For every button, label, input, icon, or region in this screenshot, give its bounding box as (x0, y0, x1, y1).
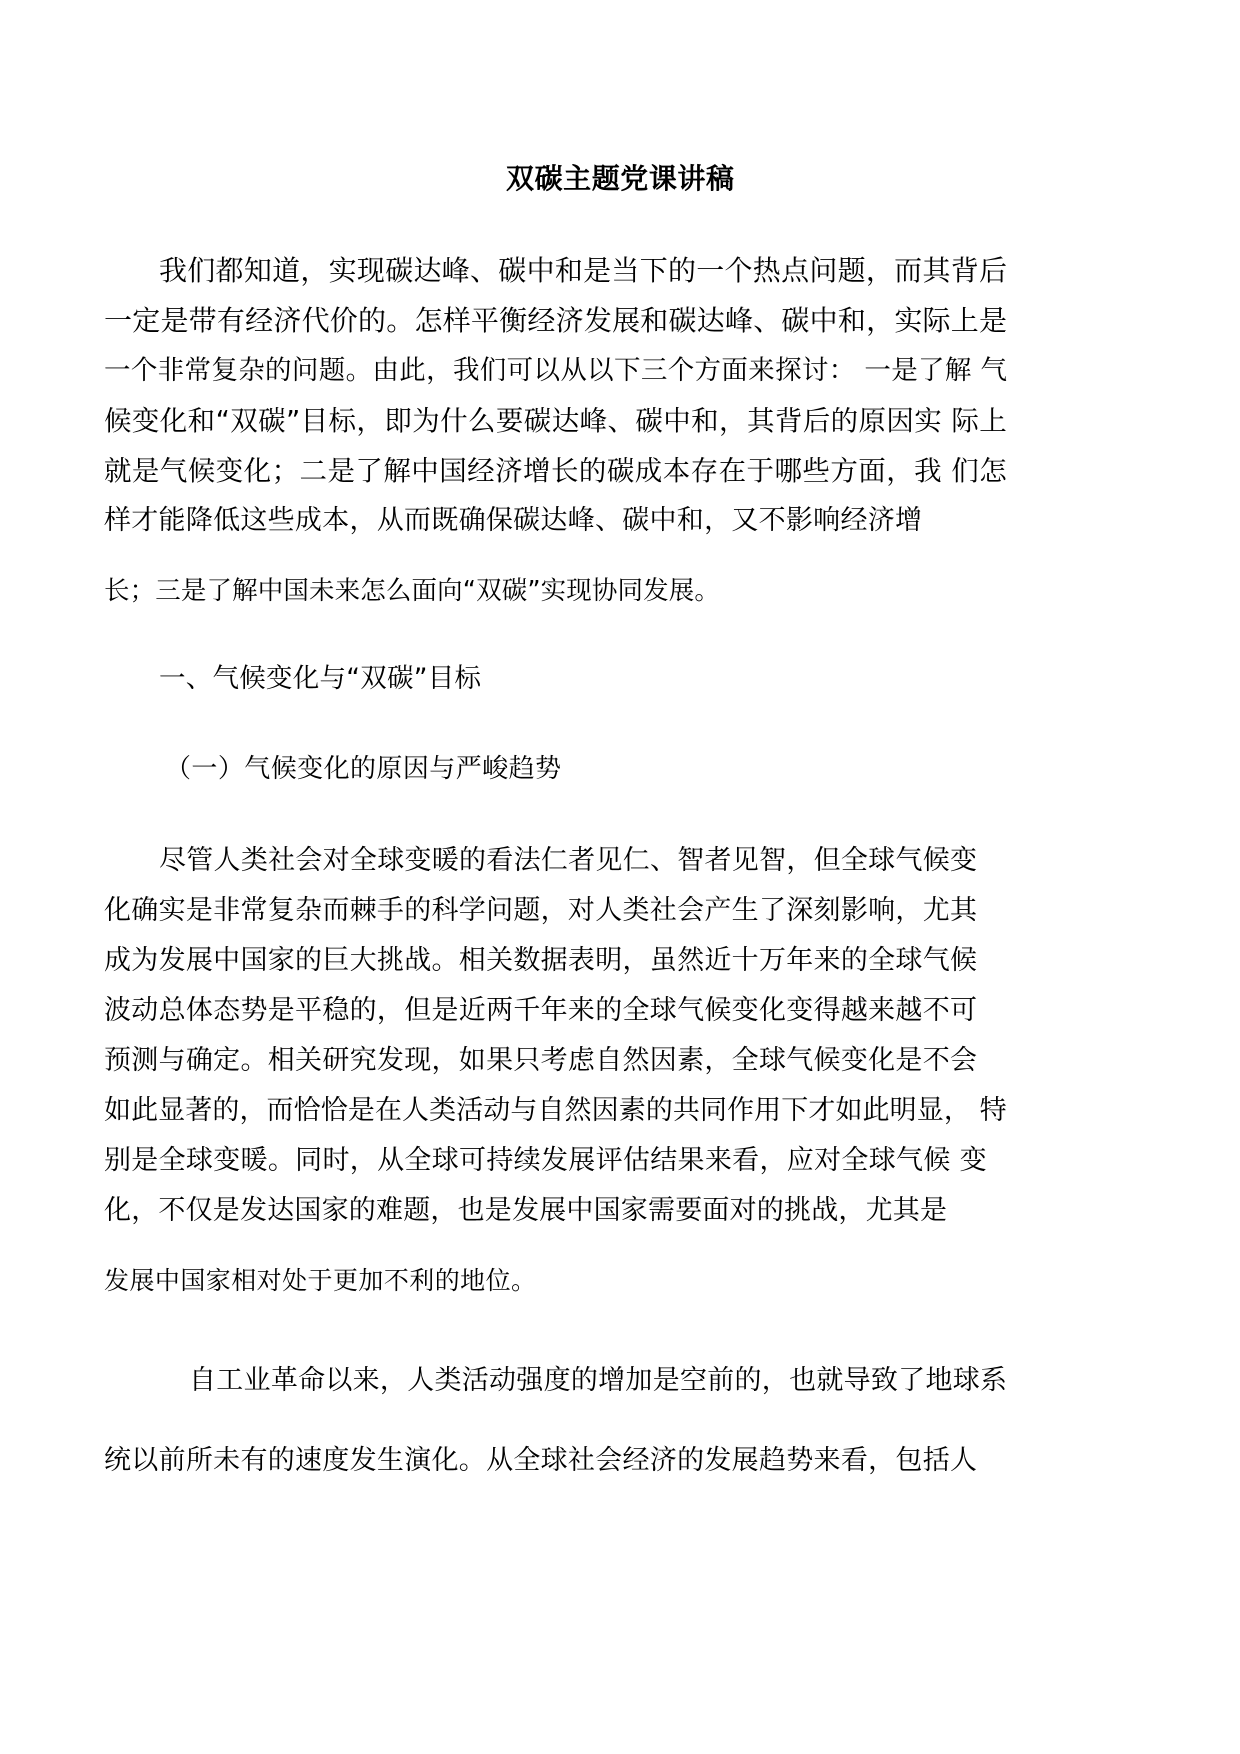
text-line: 我们都知道，实现碳达峰、碳中和是当下的一个热点问题，而其背后 (159, 254, 1008, 287)
subsection-heading: （一）气候变化的原因与严峻趋势 (165, 754, 562, 784)
text-line: 就是气候变化；二是了解中国经济增长的碳成本存在于哪些方面，我 们怎 (104, 455, 1008, 487)
section-heading: 一、气候变化与“双碳”目标 (159, 663, 482, 694)
text-line: 如此显著的，而恰恰是在人类活动与自然因素的共同作用下才如此明显， 特 (104, 1095, 1007, 1126)
text-line: 化，不仅是发达国家的难题，也是发展中国家需要面对的挑战，尤其是 (104, 1195, 948, 1226)
text-line: 成为发展中国家的巨大挑战。相关数据表明，虽然近十万年来的全球气候 (104, 945, 978, 976)
text-line: 发展中国家相对处于更加不利的地位。 (104, 1266, 537, 1295)
text-line: 候变化和“双碳”目标，即为什么要碳达峰、碳中和，其背后的原因实 际上 (104, 405, 1008, 437)
text-line: 波动总体态势是平稳的，但是近两千年来的全球气候变化变得越来越不可 (104, 995, 978, 1026)
text-line: 别是全球变暖。同时，从全球可持续发展评估结果来看，应对全球气候 变 (104, 1145, 987, 1176)
text-line: 统以前所未有的速度发生演化。从全球社会经济的发展趋势来看，包括人 (104, 1445, 978, 1476)
text-line: 化确实是非常复杂而棘手的科学问题，对人类社会产生了深刻影响，尤其 (104, 895, 978, 926)
text-line: 预测与确定。相关研究发现，如果只考虑自然因素，全球气候变化是不会 (104, 1045, 978, 1076)
text-line: 自工业革命以来，人类活动强度的增加是空前的，也就导致了地球系 (189, 1365, 1008, 1396)
text-line: 样才能降低这些成本，从而既确保碳达峰、碳中和，又不影响经济增 (104, 505, 923, 536)
text-line: 一定是带有经济代价的。怎样平衡经济发展和碳达峰、碳中和，实际上是 (104, 304, 1008, 337)
text-line: 尽管人类社会对全球变暖的看法仁者见仁、智者见智，但全球气候变 (159, 845, 978, 876)
document-title: 双碳主题党课讲稿 (506, 162, 735, 195)
text-line: 一个非常复杂的问题。由此，我们可以从以下三个方面来探讨： 一是了解 气 (104, 355, 1008, 386)
text-line: 长；三是了解中国未来怎么面向“双碳”实现协同发展。 (104, 576, 721, 606)
